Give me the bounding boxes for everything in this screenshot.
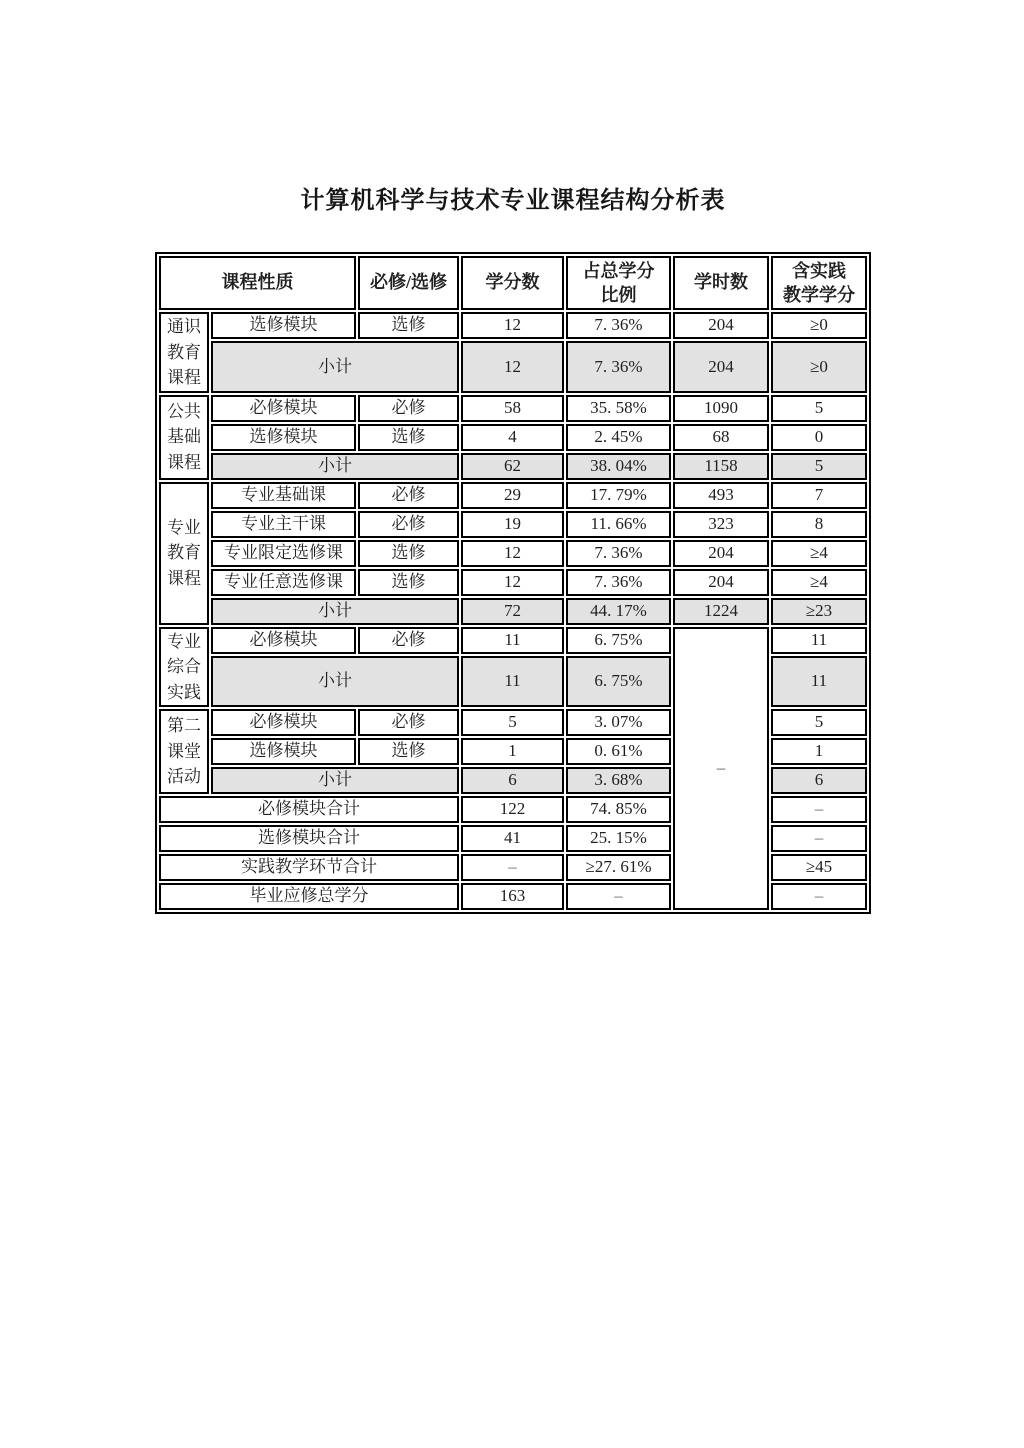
- cell-course-name: 专业主干课: [211, 511, 356, 538]
- summary-label: 选修模块合计: [159, 825, 459, 852]
- cell-course-name: 必修模块: [211, 709, 356, 736]
- header-credits: 学分数: [461, 256, 564, 310]
- cell-credits: 62: [461, 453, 564, 480]
- section-label-general-education: 通识教育课程: [159, 312, 209, 393]
- subtotal-label: 小计: [211, 767, 459, 794]
- cell-percent: 6. 75%: [566, 656, 671, 707]
- cell-hours-merged: –: [673, 627, 769, 911]
- cell-credits: 12: [461, 569, 564, 596]
- table-header-row: [159, 256, 867, 310]
- cell-hours: 493: [673, 482, 769, 509]
- cell-percent: 44. 17%: [566, 598, 671, 625]
- cell-course-type: 必修: [358, 627, 459, 654]
- header-percent-line2: 比例: [600, 285, 637, 305]
- header-practice: [771, 256, 867, 310]
- header-hours: 学时数: [673, 256, 769, 310]
- header-course-nature: 课程性质: [159, 256, 356, 310]
- cell-practice: –: [771, 796, 867, 823]
- cell-hours: 1090: [673, 395, 769, 422]
- cell-hours: 68: [673, 424, 769, 451]
- cell-course-type: 选修: [358, 738, 459, 765]
- cell-credits: 6: [461, 767, 564, 794]
- cell-percent: 0. 61%: [566, 738, 671, 765]
- cell-practice: 7: [771, 482, 867, 509]
- summary-label: 必修模块合计: [159, 796, 459, 823]
- cell-hours: 204: [673, 341, 769, 392]
- cell-credits: 72: [461, 598, 564, 625]
- cell-percent: –: [566, 883, 671, 910]
- cell-percent: 7. 36%: [566, 569, 671, 596]
- cell-course-type: 选修: [358, 569, 459, 596]
- cell-percent: 17. 79%: [566, 482, 671, 509]
- cell-practice: 11: [771, 627, 867, 654]
- subtotal-label: 小计: [211, 453, 459, 480]
- cell-course-type: 选修: [358, 424, 459, 451]
- cell-practice: 5: [771, 395, 867, 422]
- cell-course-name: 选修模块: [211, 424, 356, 451]
- cell-practice: ≥0: [771, 312, 867, 339]
- cell-course-type: 必修: [358, 511, 459, 538]
- section-label-professional-education: 专业教育课程: [159, 482, 209, 625]
- cell-course-name: 专业基础课: [211, 482, 356, 509]
- cell-hours: 1158: [673, 453, 769, 480]
- subtotal-row: [159, 598, 867, 625]
- cell-practice: –: [771, 883, 867, 910]
- cell-course-type: 必修: [358, 709, 459, 736]
- cell-hours: 204: [673, 312, 769, 339]
- cell-course-name: 选修模块: [211, 312, 356, 339]
- cell-percent: 7. 36%: [566, 540, 671, 567]
- cell-practice: 6: [771, 767, 867, 794]
- cell-credits: 11: [461, 627, 564, 654]
- cell-hours: 323: [673, 511, 769, 538]
- cell-credits: 41: [461, 825, 564, 852]
- summary-label: 毕业应修总学分: [159, 883, 459, 910]
- cell-percent: 3. 68%: [566, 767, 671, 794]
- cell-practice: –: [771, 825, 867, 852]
- cell-percent: 7. 36%: [566, 312, 671, 339]
- cell-practice: 0: [771, 424, 867, 451]
- table-row: [159, 540, 867, 567]
- table-row: [159, 424, 867, 451]
- cell-practice: ≥23: [771, 598, 867, 625]
- cell-credits: 29: [461, 482, 564, 509]
- table-row: [159, 312, 867, 339]
- cell-percent: 3. 07%: [566, 709, 671, 736]
- cell-practice: 8: [771, 511, 867, 538]
- cell-credits: 12: [461, 540, 564, 567]
- header-required-elective: 必修/选修: [358, 256, 459, 310]
- course-structure-table: [155, 252, 871, 914]
- cell-credits: 58: [461, 395, 564, 422]
- cell-credits: 19: [461, 511, 564, 538]
- cell-percent: 74. 85%: [566, 796, 671, 823]
- header-percent: [566, 256, 671, 310]
- table-row: [159, 569, 867, 596]
- summary-label: 实践教学环节合计: [159, 854, 459, 881]
- cell-credits: 12: [461, 341, 564, 392]
- cell-course-type: 必修: [358, 482, 459, 509]
- cell-percent: 6. 75%: [566, 627, 671, 654]
- cell-hours: 1224: [673, 598, 769, 625]
- table-row: [159, 511, 867, 538]
- cell-course-type: 选修: [358, 540, 459, 567]
- subtotal-row: [159, 341, 867, 392]
- cell-practice: 11: [771, 656, 867, 707]
- cell-percent: ≥27. 61%: [566, 854, 671, 881]
- subtotal-label: 小计: [211, 341, 459, 392]
- cell-percent: 11. 66%: [566, 511, 671, 538]
- section-label-comprehensive-practice: 专业综合实践: [159, 627, 209, 708]
- cell-credits: 122: [461, 796, 564, 823]
- cell-credits: –: [461, 854, 564, 881]
- cell-course-name: 选修模块: [211, 738, 356, 765]
- cell-course-name: 必修模块: [211, 627, 356, 654]
- cell-course-type: 必修: [358, 395, 459, 422]
- cell-practice: 1: [771, 738, 867, 765]
- cell-hours: 204: [673, 569, 769, 596]
- cell-percent: 38. 04%: [566, 453, 671, 480]
- subtotal-row: [159, 453, 867, 480]
- cell-credits: 11: [461, 656, 564, 707]
- header-practice-line2: 教学学分: [783, 285, 855, 305]
- cell-percent: 2. 45%: [566, 424, 671, 451]
- table-row: [159, 627, 867, 654]
- cell-course-name: 专业限定选修课: [211, 540, 356, 567]
- cell-practice: 5: [771, 453, 867, 480]
- cell-practice: ≥4: [771, 569, 867, 596]
- cell-credits: 1: [461, 738, 564, 765]
- section-label-second-classroom: 第二课堂活动: [159, 709, 209, 794]
- header-practice-line1: 含实践: [792, 260, 846, 281]
- cell-course-name: 必修模块: [211, 395, 356, 422]
- page-title: 计算机科学与技术专业课程结构分析表: [300, 188, 726, 214]
- cell-credits: 5: [461, 709, 564, 736]
- cell-practice: ≥4: [771, 540, 867, 567]
- table-row: [159, 482, 867, 509]
- subtotal-label: 小计: [211, 598, 459, 625]
- cell-course-name: 专业任意选修课: [211, 569, 356, 596]
- cell-course-type: 选修: [358, 312, 459, 339]
- cell-credits: 12: [461, 312, 564, 339]
- cell-percent: 35. 58%: [566, 395, 671, 422]
- cell-hours: 204: [673, 540, 769, 567]
- subtotal-label: 小计: [211, 656, 459, 707]
- cell-practice: ≥0: [771, 341, 867, 392]
- cell-practice: ≥45: [771, 854, 867, 881]
- section-label-public-basic: 公共基础课程: [159, 395, 209, 480]
- table-row: [159, 395, 867, 422]
- cell-credits: 163: [461, 883, 564, 910]
- cell-practice: 5: [771, 709, 867, 736]
- cell-percent: 7. 36%: [566, 341, 671, 392]
- cell-credits: 4: [461, 424, 564, 451]
- header-percent-line1: 占总学分: [582, 260, 655, 281]
- cell-percent: 25. 15%: [566, 825, 671, 852]
